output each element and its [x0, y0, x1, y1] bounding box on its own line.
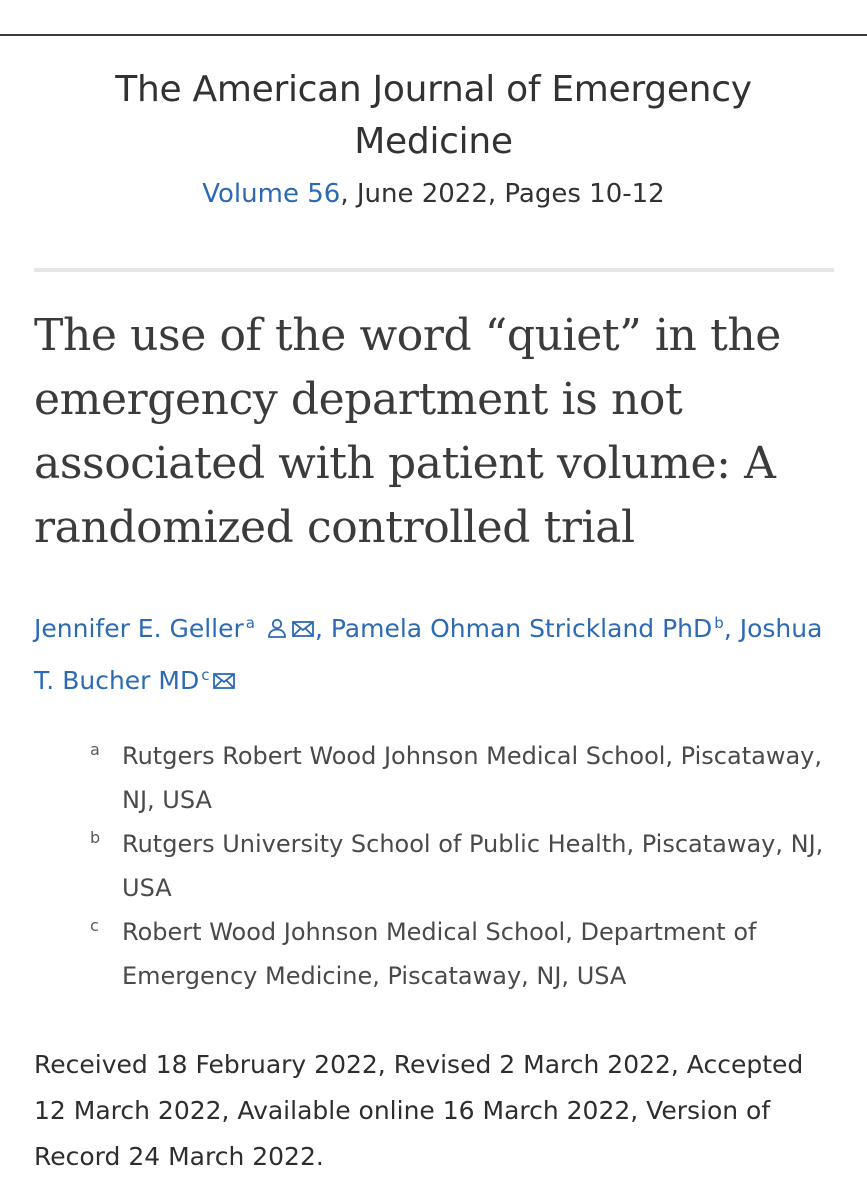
volume-details: , June 2022, Pages 10-12 [340, 179, 665, 209]
volume-line [40, 175, 827, 213]
affiliation-label: b [90, 828, 101, 847]
affiliation-item [34, 910, 834, 998]
top-rule [0, 34, 867, 36]
article-title: The use of the word “quiet” in the emergency department is not associated with patient volume: A randomized controlled trial [34, 310, 781, 553]
affiliation-text: Rutgers Robert Wood Johnson Medical School, Piscataway, NJ, USA [122, 742, 822, 814]
affiliation-label: c [90, 916, 99, 935]
header-divider [34, 268, 834, 272]
author-name-link[interactable]: Pamela Ohman Strickland PhD [330, 614, 713, 643]
email-icon[interactable] [291, 608, 315, 653]
affiliation-sup: a [245, 614, 255, 632]
affiliation-text: Rutgers University School of Public Health, Piscataway, NJ, USA [122, 830, 824, 902]
email-icon[interactable] [212, 660, 236, 705]
author-entry [331, 614, 740, 643]
affiliation-item [34, 822, 834, 910]
affiliation-label: a [90, 740, 100, 759]
author-separator: , [314, 614, 331, 643]
volume-link[interactable]: Volume 56 [202, 179, 341, 209]
affiliation-item [34, 734, 834, 822]
person-icon[interactable] [266, 608, 288, 653]
author-list [34, 601, 844, 705]
author-name-link[interactable]: Joshua T. Bucher MD [34, 614, 823, 695]
author-separator: , [723, 614, 740, 643]
affiliation-text: Robert Wood Johnson Medical School, Department of Emergency Medicine, Piscataway, NJ, USA [122, 918, 757, 990]
affiliation-sup: c [201, 666, 210, 684]
publication-dates: Received 18 February 2022, Revised 2 March 2022, Accepted 12 March 2022, Available online 16 March 2022, Version of Record 24 March 2022. [34, 1050, 804, 1171]
journal-title[interactable]: The American Journal of Emergency Medicine [115, 69, 752, 162]
affiliation-list [34, 734, 834, 998]
author-entry [34, 614, 331, 643]
affiliation-sup: b [714, 614, 724, 632]
author-name-link[interactable]: Jennifer E. Geller [34, 614, 244, 643]
